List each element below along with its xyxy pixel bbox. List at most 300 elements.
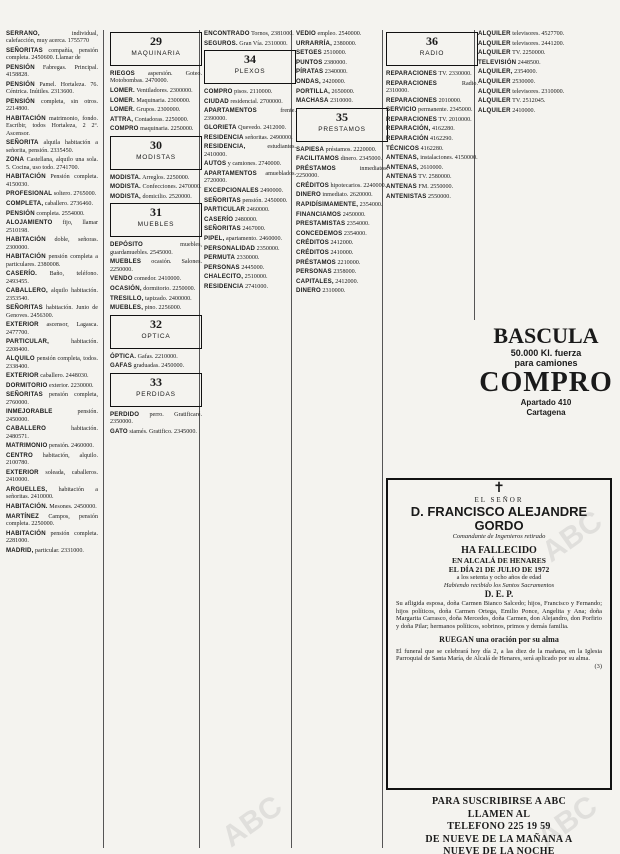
classified-keyword: PUNTOS [296, 58, 323, 66]
classified-ad [6, 355, 98, 371]
section-title: MAQUINARIA [131, 50, 181, 57]
classified-text: Baño, teléfono. 2493455. [6, 271, 98, 285]
classified-keyword: VEDIO [296, 30, 316, 37]
classified-keyword: AUTOS [204, 160, 227, 168]
classified-keyword: PERSONAS [204, 263, 240, 271]
classified-ad [478, 78, 570, 86]
obituary-surname: GORDO [474, 518, 524, 533]
classified-ad [296, 230, 388, 238]
classified-ad [296, 259, 388, 267]
classified-ad [6, 338, 98, 354]
classified-keyword: MARTÍNEZ [6, 512, 40, 520]
classified-text: Radio. 2310000. [386, 80, 478, 94]
ad-purpose: para camiones [514, 358, 578, 368]
classified-text: pensión. 2460000. [47, 443, 94, 450]
classified-keyword: DEPÓSITO [110, 241, 143, 249]
classified-text: 2354000. [512, 69, 538, 76]
classified-text: frente. 2390000. [204, 108, 296, 122]
classified-text: 2467000. [240, 226, 266, 233]
classified-ad [296, 59, 388, 67]
classified-keyword: ZONA [6, 156, 25, 164]
classified-keyword: REPARACIONES [386, 70, 438, 77]
classified-ad [204, 264, 296, 272]
classified-text: 2480000. [233, 216, 258, 223]
classified-text: 2010000. [437, 97, 462, 104]
classified-ad [110, 87, 202, 95]
classified-ad [386, 173, 478, 181]
obituary-ruegan: RUEGAN una oración por su alma [439, 634, 559, 644]
classified-text: pino. 2256000. [143, 305, 182, 312]
classified-text: Contadoras. 2250000. [133, 116, 189, 123]
classified-ad [204, 235, 296, 243]
classified-keyword: PARTICULAR, [6, 338, 50, 346]
classified-ad [386, 154, 478, 162]
classified-ad [296, 182, 388, 190]
classified-text: 2412000. [333, 278, 359, 285]
section-title: OPTICA [141, 332, 171, 340]
classified-keyword: PENSIÓN [6, 64, 35, 71]
classified-text: FM. 2550000. [416, 183, 454, 190]
abc-watermark: ABC [531, 789, 604, 854]
classified-text: habitación. 2208400. [6, 339, 98, 353]
abc-line-2: LLAMEN AL [467, 808, 531, 820]
classified-ad [110, 428, 202, 436]
classified-ad [296, 97, 388, 105]
classified-text: 2420000. [320, 78, 346, 85]
classified-ad [296, 249, 388, 257]
classified-keyword: MODISTA. [110, 183, 141, 191]
section-number: 33 [150, 374, 162, 389]
classified-keyword: APARTAMENTOS [204, 107, 257, 115]
classified-keyword: EXTERIOR [6, 321, 39, 329]
classified-ad [386, 183, 478, 191]
classified-text: caballero. 2448030. [38, 373, 89, 380]
classified-ad [204, 187, 296, 195]
classified-text: dinero. 2345000. [339, 156, 383, 163]
section-title: PERDIDAS [136, 390, 176, 398]
classified-text: pensión. 2450000. [6, 409, 98, 423]
classified-keyword: SERVICIO [386, 106, 417, 114]
classified-text: televisores. 2441200. [510, 40, 565, 47]
classified-keyword: INMEJORABLE [6, 408, 53, 416]
classified-keyword: PORTILLA, [296, 87, 330, 95]
classified-ad [204, 254, 296, 262]
classified-text: Pensión completa. 4150030. [6, 174, 98, 188]
classified-keyword: TELEVISIÓN [478, 58, 517, 66]
classified-ad [6, 391, 98, 407]
classified-keyword: RESIDENCIA [204, 133, 244, 141]
section-box-radio [386, 32, 478, 66]
classified-text: 2650000. [329, 88, 355, 95]
classified-ad [296, 165, 388, 181]
classified-text: 2550000. [426, 193, 451, 200]
classified-text: 2410000. [510, 107, 536, 114]
classified-keyword: CABALLERO, [6, 287, 48, 295]
classified-keyword: PÍRATAS [296, 68, 324, 76]
classified-ad [6, 253, 98, 269]
classified-text: Pamel. Hortaleza. 76. Céntrica. Inútiles. 2313600. [6, 82, 98, 96]
classified-ad [6, 372, 98, 380]
classified-keyword: HABITACIÓN. [6, 502, 48, 510]
classified-text: 2330000. [235, 255, 260, 262]
classified-ad [386, 164, 478, 172]
obituary-place: EN ALCALÁ DE HENARES [452, 556, 546, 565]
classified-text: permanente. 2345000. [416, 107, 473, 114]
classified-text: pensión completa, todos. 2338400. [6, 356, 98, 370]
classified-text: ascensor, Lagasca. 2477700. [6, 322, 98, 336]
obituary-age: a los setenta y ocho años de edad [456, 574, 542, 581]
section-box-optica [110, 315, 202, 349]
classified-keyword: SETGES [296, 49, 322, 57]
classified-column-3 [204, 30, 296, 848]
classified-text: 2490000. [258, 187, 284, 194]
classified-keyword: ALOJAMIENTO [6, 219, 53, 227]
classified-text: completa. 2554000. [34, 210, 85, 217]
classified-ad [386, 97, 478, 105]
section-title: PLEXOS [234, 68, 266, 75]
classified-ad [6, 425, 98, 441]
classified-keyword: PROFESIONAL [6, 190, 53, 198]
classified-text: 4162280. [419, 145, 444, 152]
section-title: MODISTAS [136, 153, 176, 161]
classified-text: completa, sin otros. 2214800. [6, 99, 98, 113]
classified-text: doble, señoras. 2300000. [6, 237, 98, 251]
classified-keyword: PENSIÓN [6, 81, 35, 88]
classified-text: 2510000. [243, 274, 268, 281]
classified-keyword: URRARRÍA, [296, 39, 332, 47]
classified-keyword: VENDO [110, 275, 133, 283]
classified-text: exterior. 2230000. [47, 382, 94, 389]
classified-ad [110, 295, 202, 303]
classified-keyword: REPARACIONES [386, 115, 438, 123]
classified-keyword: PERMUTA [204, 254, 236, 262]
classified-keyword: MATRIMONIO [6, 442, 48, 450]
classified-ad [204, 197, 296, 205]
classified-ad [204, 283, 296, 291]
classified-ad [110, 353, 202, 361]
classified-ad [296, 146, 388, 154]
classified-keyword: REPARACIONES [386, 96, 438, 104]
classified-keyword: ANTENAS, [386, 154, 419, 162]
classified-text: estudiantes. 2410000. [204, 144, 296, 158]
classified-text: muebles, guardamuebles. 2545000. [110, 242, 202, 256]
classified-ad [6, 47, 98, 63]
classified-keyword: ALQUILER [478, 39, 511, 47]
classified-keyword: ALQUILER [478, 106, 511, 114]
classified-keyword: LOMER. [110, 106, 135, 114]
classified-ad [386, 70, 478, 78]
classified-text: televisores. 2310000. [510, 88, 565, 95]
classified-keyword: CENTRO [6, 451, 33, 459]
classified-keyword: PRÉSTAMOS [296, 164, 336, 172]
classified-ad [204, 124, 296, 132]
classified-keyword: ARGUELLES, [6, 485, 48, 493]
section-box-modistas [110, 136, 202, 170]
classified-ad [6, 486, 98, 502]
classified-ad [6, 503, 98, 511]
classified-ad [386, 106, 478, 114]
section-number: 31 [150, 205, 162, 220]
section-box-muebles [110, 203, 202, 237]
classified-ad [110, 285, 202, 293]
classified-text: y camiones. 2740000. [226, 161, 282, 168]
classified-text: siamés. Gratifico. 2345000. [127, 428, 197, 435]
classified-ad [6, 382, 98, 390]
classified-ad [110, 241, 202, 257]
classified-keyword: CRÉDITOS [296, 181, 329, 189]
classified-text: 2380000. [322, 59, 347, 66]
abc-line-3: TELEFONO 225 19 59 [447, 821, 551, 832]
classified-keyword: RAPIDÍSIMAMENTE, [296, 200, 359, 208]
classified-text: pisos. 2110000. [232, 89, 273, 95]
classified-ad [296, 239, 388, 247]
classified-keyword: ALQUILER [478, 49, 511, 57]
classified-ad [6, 408, 98, 424]
classified-text: préstamos. 2220000. [324, 146, 377, 153]
classified-ad [6, 304, 98, 320]
classified-keyword: MACHASA [296, 97, 329, 105]
classified-keyword: SEÑORITAS [204, 196, 241, 204]
section-box-prestamos [296, 108, 388, 142]
classified-ad [6, 190, 98, 198]
classified-ad [110, 125, 202, 133]
classified-keyword: CIUDAD [204, 97, 229, 105]
classified-keyword: APARTAMENTOS [204, 169, 257, 177]
classified-keyword: EXTERIOR [6, 468, 39, 476]
classified-keyword: PIPEL, [204, 234, 225, 242]
classified-text: 4162280. [430, 126, 455, 133]
classified-keyword: CHALECITO, [204, 273, 244, 281]
classified-keyword: MODISTA, [110, 192, 141, 200]
classified-ad [296, 88, 388, 96]
abc-watermark: ABC [536, 504, 609, 569]
ad-apartado: Apartado 410 [520, 398, 572, 407]
obituary-fallecido: HA FALLECIDO [461, 545, 537, 556]
classified-text: soltero. 2765000. [52, 191, 97, 198]
classified-ad [6, 530, 98, 546]
classified-text: pensión completa a particulares. 2380008. [6, 254, 98, 268]
classified-ad [110, 70, 202, 86]
classified-ad [6, 173, 98, 189]
classified-ad [204, 160, 296, 168]
classified-keyword: ALQUILER, [478, 68, 513, 76]
classified-ad [204, 216, 296, 224]
classified-keyword: FACILITAMOS [296, 155, 340, 163]
classified-text: TV. 2512045. [510, 98, 546, 105]
classified-keyword: REPARACIÓN [386, 134, 429, 142]
classified-ad [110, 106, 202, 114]
section-title: PRESTAMOS [318, 125, 366, 133]
classified-text: habitación. Junio de Genoves. 2456300. [6, 305, 98, 319]
classified-text: 4162290. [428, 135, 453, 142]
classified-text: 2350000. [255, 245, 280, 252]
classified-text: Campos, pensión completa. 2250000. [6, 513, 98, 527]
classified-ad [204, 206, 296, 214]
classified-ad [6, 81, 98, 97]
classified-keyword: ANTENAS [386, 173, 417, 181]
ad-city: Cartagena [526, 408, 566, 417]
classified-keyword: ÓPTICA. [110, 352, 137, 360]
classified-ad [6, 210, 98, 218]
classified-text: Tornos, 2381000. [249, 31, 294, 37]
classified-ad [386, 80, 478, 96]
obituary-funeral: El funeral que se celebrará hoy día 2, a las diez de la mañana, en la Iglesia Parroquial de Santa María, de Alcalá de Henares, será aplicado por su alma. [396, 647, 602, 663]
classified-keyword: HABITACIÓN [6, 115, 46, 122]
column-rule [103, 30, 104, 848]
classified-ad [110, 116, 202, 124]
classified-ad [110, 97, 202, 105]
classified-keyword: HABITACIÓN [6, 529, 46, 537]
classified-keyword: CRÉDITOS [296, 248, 329, 256]
classified-text: 2741000. [243, 283, 268, 290]
obituary-date: EL DÍA 21 DE JULIO DE 1972 [448, 565, 550, 574]
classified-keyword: ALQUILO [6, 355, 35, 363]
classified-text: apartamento. 2460000. [224, 235, 283, 242]
classified-keyword: FINANCIAMOS [296, 210, 342, 218]
classified-text: particular. 2331000. [33, 547, 84, 554]
classified-keyword: ALQUILER [478, 30, 511, 37]
classified-ad [204, 143, 296, 159]
section-number: 32 [150, 316, 162, 331]
section-number: 34 [244, 52, 256, 66]
classified-ad [204, 30, 296, 38]
abc-line-5: NUEVE DE LA NOCHE [443, 846, 555, 854]
classified-text: instalaciones. 4150000. [418, 155, 478, 162]
classified-keyword: PRÉSTAMOS [296, 258, 336, 266]
classified-ad [110, 304, 202, 312]
section-number: 35 [336, 109, 348, 124]
classified-keyword: CABALLERO [6, 425, 47, 433]
classified-text: habitación. 2480571. [6, 426, 98, 440]
classified-ad [6, 200, 98, 208]
classified-keyword: SEÑORITAS [6, 47, 43, 54]
section-box-perdidas [110, 373, 202, 407]
classified-keyword: MUEBLES, [110, 304, 144, 312]
classified-ad [110, 174, 202, 182]
classified-text: amueblados. 2720000. [204, 170, 296, 185]
classified-text: habitación a señoritas. 2410000. [6, 486, 98, 501]
classified-keyword: CASERÍO. [6, 270, 38, 278]
classified-text: 2340000. [323, 69, 348, 76]
classified-text: comedor. 2410000. [132, 276, 182, 283]
classified-text: TV. 2010000. [437, 116, 472, 123]
classified-ad [478, 88, 570, 96]
classified-text: 2530000. [510, 78, 536, 85]
classified-keyword: DINERO [296, 287, 321, 295]
classified-keyword: GATO [110, 427, 128, 435]
classified-ad [6, 547, 98, 555]
obituary-sacraments: Habiendo recibido los Santos Sacramentos [443, 581, 555, 589]
classified-text: pensión. 2450000. [240, 197, 288, 204]
classified-text: residencial. 2700000. [228, 98, 283, 105]
classified-ad [6, 98, 98, 114]
classified-column-1 [6, 30, 98, 848]
classified-ad [296, 155, 388, 163]
classified-text: 2460000. [245, 207, 270, 214]
classified-ad [204, 134, 296, 142]
classified-ad [110, 362, 202, 370]
classified-text: 2358000. [331, 269, 357, 276]
classified-text: Ventiladores. 2300000. [134, 88, 193, 94]
classified-keyword: OCASIÓN, [110, 284, 142, 292]
classified-keyword: HABITACIÓN [6, 253, 46, 261]
classified-keyword: SEÑORITAS [204, 225, 241, 233]
classified-ad [6, 236, 98, 252]
classified-ad [386, 135, 478, 143]
classified-ad [296, 211, 388, 219]
classified-keyword: SEÑORITA [6, 139, 39, 147]
classified-ad [6, 270, 98, 286]
classified-text: TV. 2330000. [437, 71, 472, 77]
classified-text: Fabregas. Principal. 4158828. [6, 65, 98, 79]
classified-text: domicilio. 2520000. [140, 193, 192, 200]
classified-text: hipotecarios. 2240000. [328, 182, 387, 189]
classified-keyword: PERSONAS [296, 268, 332, 276]
classified-column-5 [386, 30, 478, 498]
obituary-ref: (3) [594, 662, 602, 670]
classified-text: Grupos. 2300000. [134, 107, 181, 114]
classified-ad [110, 411, 202, 427]
classified-ad [6, 219, 98, 235]
section-title: MUEBLES [137, 221, 175, 229]
classified-text: Arreglos. 2250000. [140, 174, 190, 181]
classified-ad [296, 268, 388, 276]
section-box-maquinaria [110, 32, 202, 66]
classified-ad [386, 125, 478, 133]
classified-keyword: ENCONTRADO [204, 30, 250, 37]
classified-keyword: MUEBLES [110, 258, 142, 266]
classified-ad [296, 30, 388, 38]
classified-ad [204, 225, 296, 233]
classified-ad [6, 64, 98, 80]
classified-ad [204, 98, 296, 106]
classified-text: ocasión. Salones. 2250000. [110, 259, 202, 273]
classified-keyword: ALQUILER [478, 97, 511, 105]
classified-ad [6, 139, 98, 155]
classified-ad [296, 287, 388, 295]
section-box-plexos [204, 50, 296, 84]
classified-keyword: GLORIETA [204, 124, 237, 132]
classified-keyword: ALQUILER [478, 77, 511, 85]
classified-text: 2450000. [341, 211, 366, 218]
classified-text: inmediato. 2620000. [320, 192, 373, 199]
classified-ad [386, 145, 478, 153]
classified-ad [296, 191, 388, 199]
classified-text: pensión completa. 2281000. [6, 530, 98, 544]
classified-text: soleada, caballeros. 2410000. [6, 469, 98, 484]
abc-line-1: PARA SUSCRIBIRSE A ABC [432, 796, 566, 807]
classified-text: pensión completa, 2760000. [6, 392, 98, 406]
classified-keyword: PERSONALIDAD [204, 244, 256, 252]
classified-keyword: SEGUROS. [204, 39, 238, 47]
classified-text: Quevedo. 2412000. [236, 125, 287, 132]
classified-text: Gran Vía. 2310000. [237, 40, 288, 47]
classified-keyword: HABITACIÓN [6, 236, 46, 244]
classified-ad [6, 452, 98, 468]
classified-text: 2354000. [358, 201, 383, 208]
classified-text: 2310000. [328, 98, 353, 105]
classified-keyword: SERRANO, [6, 30, 40, 37]
classified-ad [110, 193, 202, 201]
classified-text: fijo, llamar 2510198. [6, 220, 98, 234]
classified-text: inmediatos. 2250000. [296, 165, 388, 180]
ad-headline: BASCULA [493, 323, 599, 348]
classified-keyword: ANTENAS [386, 182, 417, 190]
classified-text: habitación, alquilo. 2100780. [6, 452, 98, 467]
classified-text: 2445000. [239, 264, 265, 271]
classified-text: 2354000. [345, 221, 370, 228]
classified-text: Confecciones. 2470000. [140, 184, 202, 191]
